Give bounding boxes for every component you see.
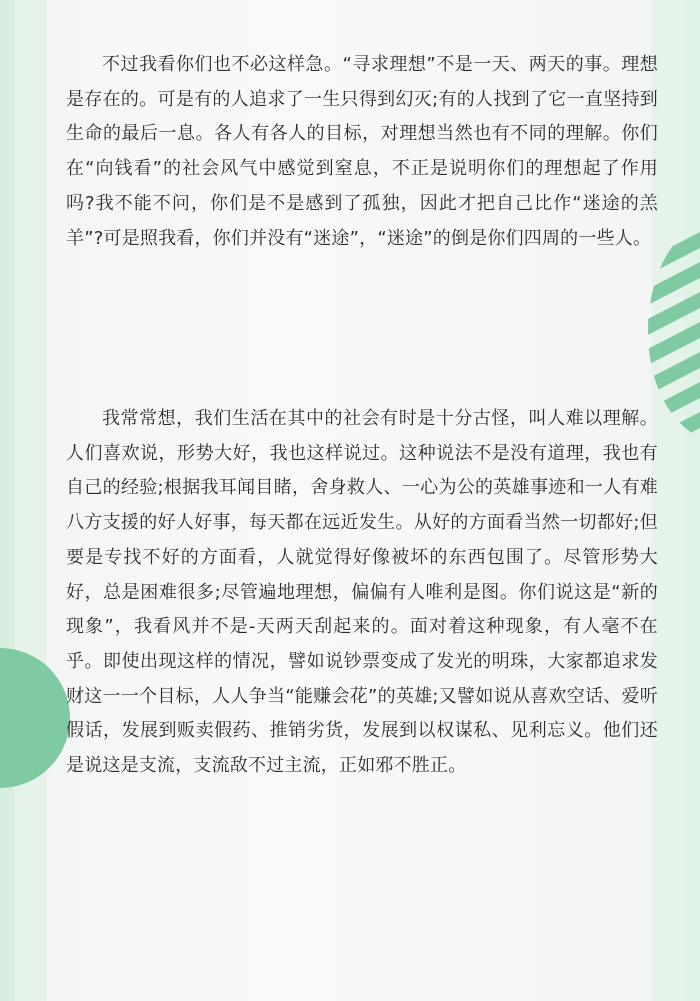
- left-border: [0, 0, 14, 1001]
- article-paragraph-2: 我常常想，我们生活在其中的社会有时是十分古怪，叫人难以理解。人们喜欢说，形势大好，我也这样说过。这种说法不是没有道理，我也有自己的经验;根据我耳闻目睹，舍身救人、一心为公的英雄事迹和一人有难八方支援的好人好事，每天都在远近发生。从好的方面看当然一切都好;但要是专找不好的方面看，人就觉得好像被坏的东西包围了。尽管形势大好，总是困难很多;尽管遍地理想，偏偏有人唯利是图。你们说这是“新的现象”，我看风并不是-天两天刮起来的。面对着这种现象，有人毫不在乎。即使出现这样的情况，譬如说钞票变成了发光的明珠，大家都追求发财这一一个目标，人人争当“能赚会花”的英雄;又譬如说从喜欢空话、爱听假话，发展到贩卖假药、推销劣货，发展到以权谋私、见利忘义。他们还是说这是支流，支流敌不过主流，正如邪不胜正。: [66, 408, 658, 777]
- right-border: [684, 0, 700, 1001]
- article-paragraph-1: 不过我看你们也不必这样急。“寻求理想”不是一天、两天的事。理想是存在的。可是有的人追求了一生只得到幻灭;有的人找到了它一直坚持到生命的最后一息。各人有各人的目标，对理想当然也有不同的理解。你们在“向钱看”的社会风气中感觉到窒息，不正是说明你们的理想起了作用吗?我不能不问，你们是不是感到了孤独，因此才把自己比作“迷途的羔羊”?可是照我看，你们并没有“迷途”，“迷途”的倒是你们四周的一些人。: [66, 54, 658, 249]
